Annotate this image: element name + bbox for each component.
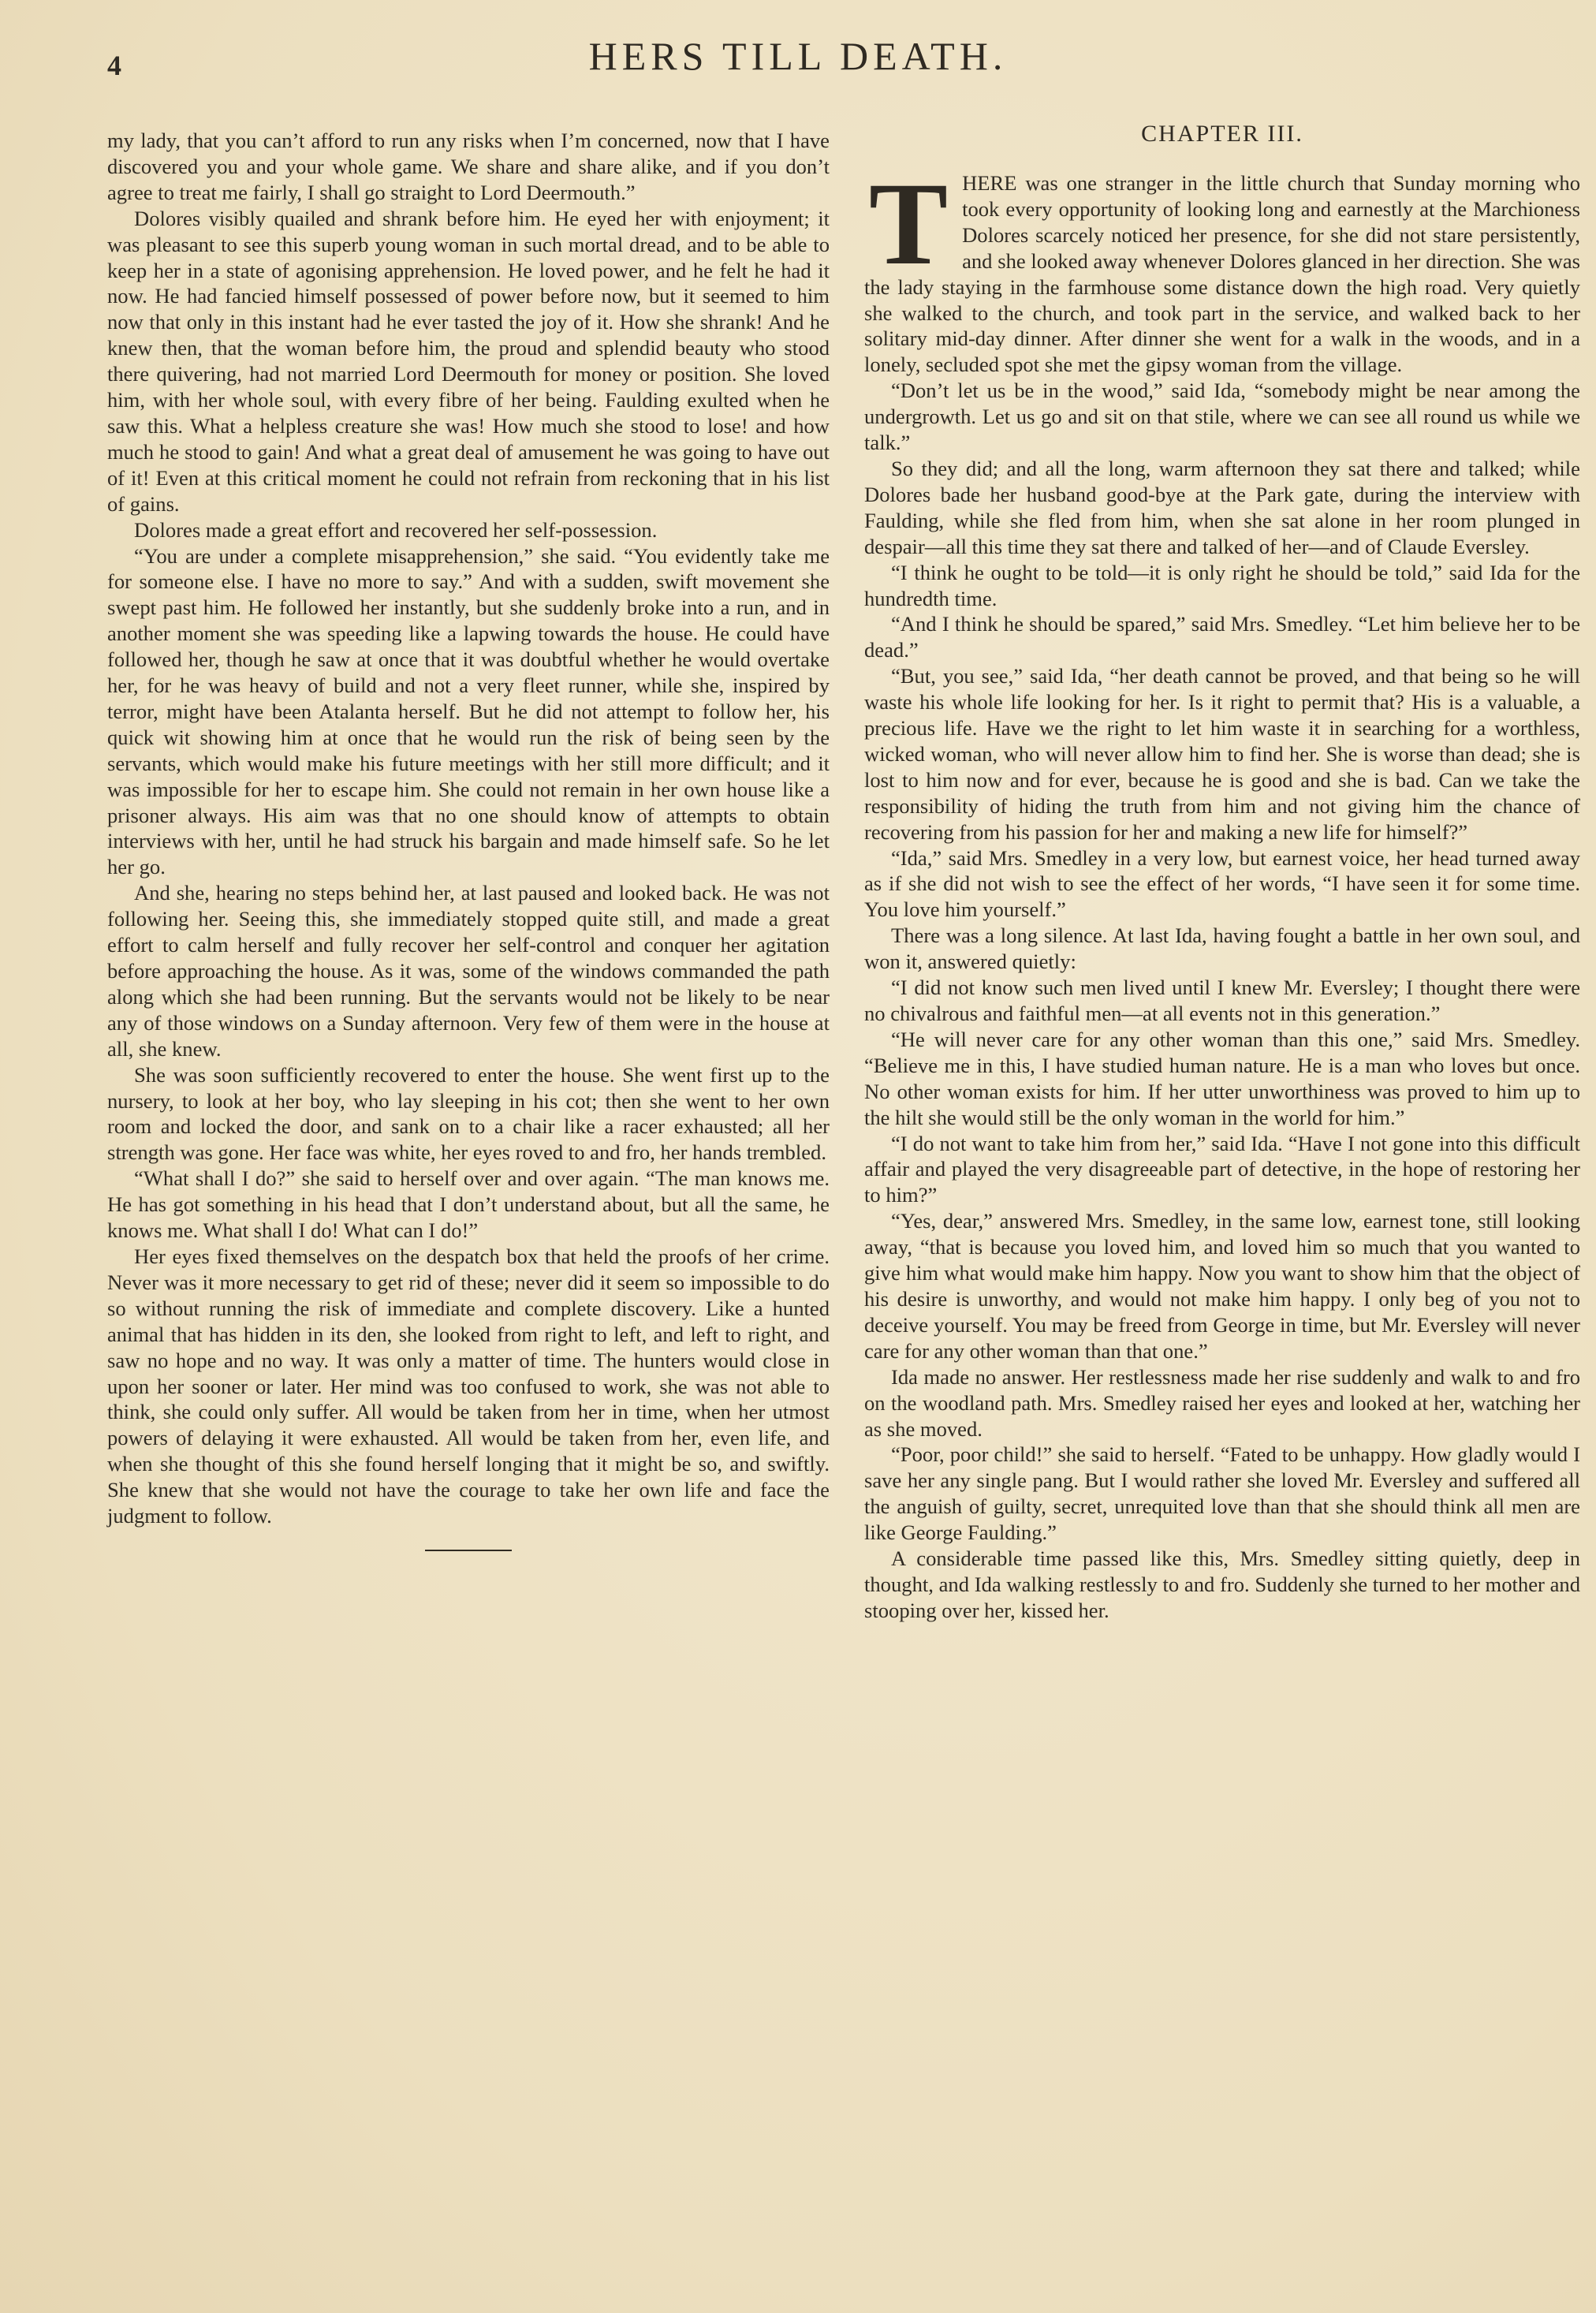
paragraph: “I did not know such men lived until I knew Mr. Eversley; I thought there were no chivalrous and faithful men—at all events not in this generation.” bbox=[864, 976, 1580, 1025]
paragraph: There was a long silence. At last Ida, having fought a battle in her own soul, and won it, answered quietly: bbox=[864, 923, 1580, 974]
chapter-opening-paragraph bbox=[864, 159, 1580, 378]
paragraph: “He will never care for any other woman than this one,” said Mrs. Smedley. “Believe me in this, I have studied human nature. He is a man who loves but once. No other woman exists for him. If her utter unworthiness was proved to him up to the hilt she would still be the only woman in the world for him.” bbox=[864, 1027, 1580, 1129]
paragraph: “Don’t let us be in the wood,” said Ida, “somebody might be near among the undergrowth. Let us go and sit on that stile, where we can see all round us while we talk.” bbox=[864, 379, 1580, 455]
paragraph: “You are under a complete misapprehension,” she said. “You evidently take me for someone else. I have no more to say.” And with a sudden, swift movement she swept past him. He followed her instantly, but she suddenly broke into a run, and in another moment she was speeding like a lapwing towards the house. He could have followed her, though he saw at once that it was doubtful whether he would overtake her, for he was heavy of build and not a very fleet runner, while she, inspired by terror, might have been Atalanta herself. But he did not attempt to follow her, his quick wit showing him at once that he would run the risk of being seen by the servants, which would make his future meetings with her still more difficult; and it was impossible for her to escape him. She could not remain in her own house like a prisoner always. His aim was that no one should know of attempts to obtain interviews with her, until he had struck his bargain and made himself safe. So he let her go. bbox=[107, 543, 830, 879]
paragraph: “Ida,” said Mrs. Smedley in a very low, but earnest voice, her head turned away as if she did not wish to see the effect of her words, “I have seen it for some time. You love him yourself.” bbox=[864, 845, 1580, 922]
paragraph: And she, hearing no steps behind her, at last paused and looked back. He was not following her. Seeing this, she immediately stopped quite still, and made a great effort to calm herself and fully recover her self-control and conquer her agitation before approaching the house. As it was, some of the windows commanded the path along which she had been running. But the servants would not be likely to be near any of those windows on a Sunday afternoon. Very few of them were in the house at all, she knew. bbox=[107, 881, 830, 1061]
paragraph: “I think he ought to be told—it is only right he should be told,” said Ida for the hundredth time. bbox=[864, 560, 1580, 610]
right-column bbox=[864, 121, 1580, 1624]
paragraph: A considerable time passed like this, Mrs. Smedley sitting quietly, deep in thought, and Ida walking restlessly to and fro. Suddenly she turned to her mother and stooping over her, kissed her. bbox=[864, 1546, 1580, 1622]
paragraph: So they did; and all the long, warm afternoon they sat there and talked; while Dolores bade her husband good-bye at the Park gate, during the interview with Faulding, while she fled from him, when she sat alone in her room plunged in despair—all this time they sat there and talked of her—and of Claude Eversley. bbox=[864, 456, 1580, 558]
left-column bbox=[107, 128, 830, 1551]
paragraph: Her eyes fixed themselves on the despatch box that held the proofs of her crime. Never was it more necessary to get rid of these; never did it seem so impossible to do so without running the risk of immediate and complete discovery. Like a hunted animal that has hidden in its den, she looked from right to left, and left to right, and saw no hope and no way. It was only a matter of time. The hunters would close in upon her sooner or later. Her mind was too confused to work, she was not able to think, she could only suffer. All would be taken from her in time, when her utmost powers of delaying it were exhausted. All would be taken from her, even life, and when she thought of this she found herself longing that it might be so, and swiftly. She knew that she would not have the courage to take her own life and face the judgment to follow. bbox=[107, 1244, 830, 1528]
section-end-rule bbox=[425, 1550, 512, 1551]
paragraph: my lady, that you can’t afford to run any risks when I’m concerned, now that I have discovered you and your whole game. We share and share alike, and if you don’t agree to treat me fairly, I shall go straight to Lord Deermouth.” bbox=[107, 129, 830, 204]
paragraph: Dolores visibly quailed and shrank before him. He eyed her with enjoyment; it was pleasant to see this superb young woman in such mortal dread, and to be able to keep her in a state of agonising apprehension. He loved power, and he felt he had it now. He had fancied himself possessed of power before now, but it seemed to him now that only in this instant had he ever tasted the joy of it. How she shrank! And he knew then, that the woman before him, the proud and splendid beauty who stood there quivering, had not married Lord Deermouth for money or position. She loved him, with her whole soul, with every fibre of her being. Faulding exulted when he saw this. What a helpless creature she was! How much she stood to lose! and how much he stood to gain! And what a great deal of amusement he was going to have out of it! Even at this critical moment he could not refrain from reckoning that in his list of gains. bbox=[107, 206, 830, 516]
paragraph: She was soon sufficiently recovered to enter the house. She went first up to the nursery, to look at her boy, who lay sleeping in his cot; then she went to her own room and locked the door, and sank on to a chair like a racer exhausted; all her strength was gone. Her face was white, her eyes roved to and fro, her hands trembled. bbox=[107, 1062, 830, 1165]
page-number: 4 bbox=[107, 50, 121, 81]
paragraph: Ida made no answer. Her restlessness made her rise suddenly and walk to and fro on the woodland path. Mrs. Smedley raised her eyes and looked at her, watching her as she moved. bbox=[864, 1364, 1580, 1441]
paragraph: Dolores made a great effort and recovered her self-possession. bbox=[134, 517, 658, 542]
paragraph: “What shall I do?” she said to herself over and over again. “The man knows me. He has got something in his head that I don’t understand about, but all the same, he knows me. What shall I do! What can I do!” bbox=[107, 1166, 830, 1243]
paragraph: “Yes, dear,” answered Mrs. Smedley, in the same low, earnest tone, still looking away, “that is because you loved him, and loved him so much that you wanted to give him what would make him happy. Now you want to show him that the object of his desire is unworthy, and would not make him happy. I only beg of you not to deceive yourself. You may be freed from George in time, but Mr. Eversley will never care for any other woman than that one.” bbox=[864, 1209, 1580, 1363]
drop-cap: T bbox=[869, 159, 949, 289]
chapter-heading: CHAPTER III. bbox=[1141, 121, 1303, 147]
paragraph: “And I think he should be spared,” said Mrs. Smedley. “Let him believe her to be dead.” bbox=[864, 612, 1580, 662]
running-title: HERS TILL DEATH. bbox=[588, 34, 1008, 78]
paragraph: “But, you see,” said Ida, “her death cannot be proved, and that being so he will waste his whole life looking for her. Is it right to permit that? His is a valuable, a precious life. Have we the right to let him waste it in searching for a worthless, wicked woman, who will never allow him to find her. She is worse than dead; she is lost to him now and for ever, because he is good and she is bad. Can we take the responsibility of hiding the truth from him and not giving him the chance of recovering from his passion for her and making a new life for himself?” bbox=[864, 664, 1580, 844]
paragraph: “I do not want to take him from her,” said Ida. “Have I not gone into this difficult affair and played the very disagreeable part of detective, in the hope of restoring her to him?” bbox=[864, 1131, 1580, 1207]
opening-text: HERE was one stranger in the little church that Sunday morning who took every opportunity of looking long and earnestly at the Marchioness Dolores scarcely noticed her presence, for she did not stare persistently, and she looked away whenever Dolores glanced in her direction. She was the lady staying in the farmhouse some distance down the high road. Very quietly she walked to the church, and took part in the service, and walked back to her solitary mid-day dinner. After dinner she went for a walk in the woods, and in a lonely, secluded spot she met the gipsy woman from the village. bbox=[864, 171, 1580, 377]
paragraph: “Poor, poor child!” she said to herself. “Fated to be unhappy. How gladly would I save her any single pang. But I would rather she loved Mr. Eversley and suffered all the anguish of guilty, secret, unrequited love than that she should think all men are like George Faulding.” bbox=[864, 1442, 1580, 1545]
